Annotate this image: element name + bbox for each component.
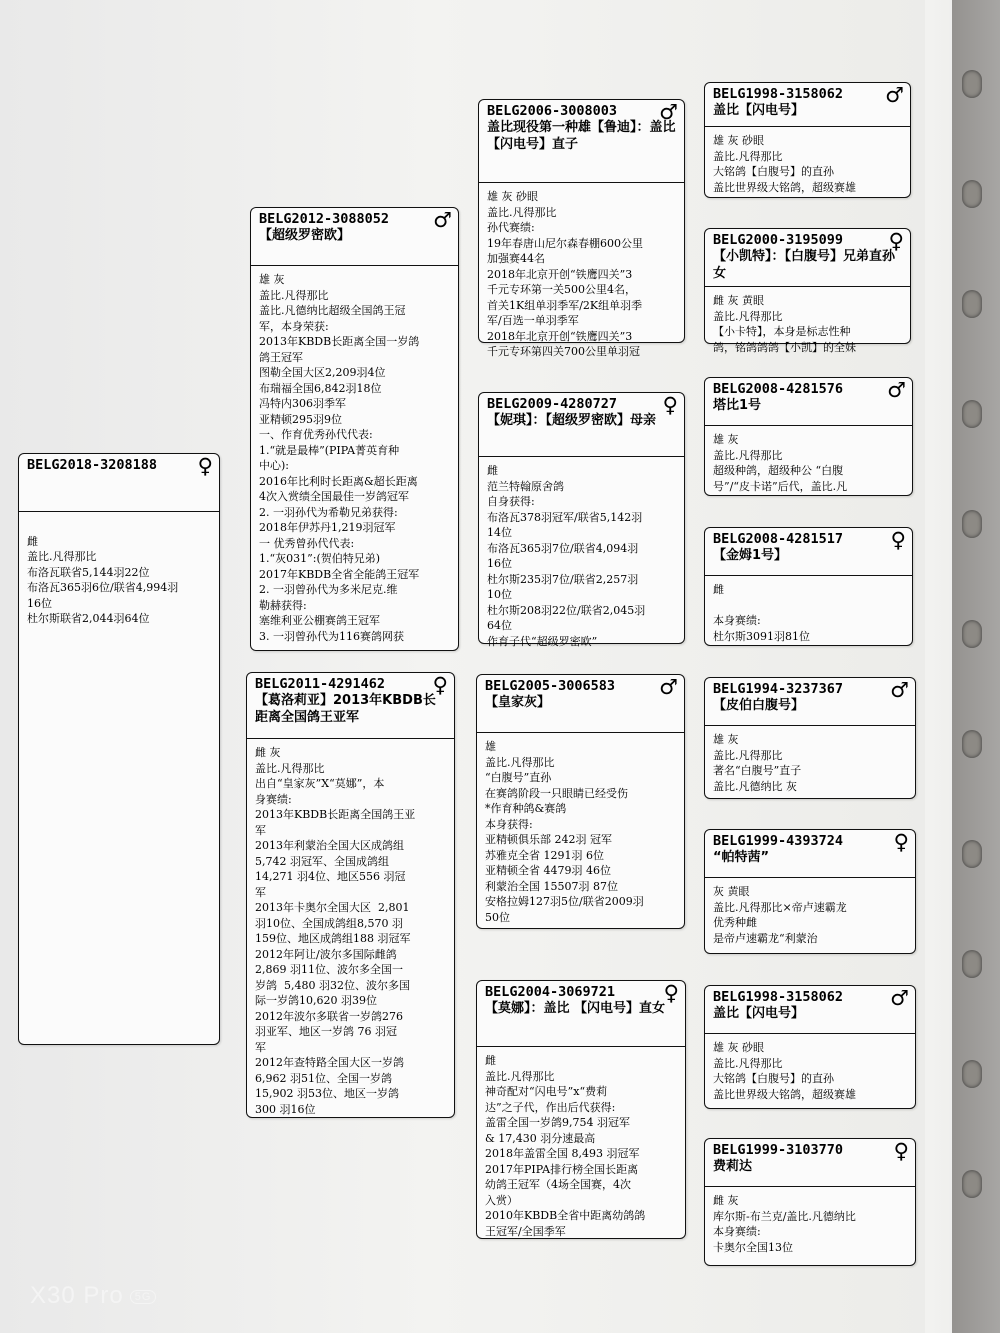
ring-number: BELG2008-4281576 <box>713 381 844 397</box>
card-details: 雌 灰 盖比.凡得那比 出自“皇家灰”X“莫娜”，本 身赛绩: 2013年KBDB长距离全国鸽王亚 军 2013年利蒙治全国大区成鸽组 5,742 羽冠军、全国成鸽组 14,271 羽4位、地区556 羽冠 军 2013年卡奥尔全国大区 2,801 羽10位、全国成鸽组8,570 羽 159位、地区成鸽组188 羽冠军 2012年阿让/波尔多国际雌鸽 2,869 羽11位、波尔多全国一 岁鸽 5,480 羽32位、波尔多国 际一岁鸽10,620 羽39位 2012年波尔多联省一岁鸽276 羽亚军、地区一岁鸽 76 羽冠 军 2012年查特路全国大区一岁鸽 6,962 羽51位、全国一岁鸽 15,902 羽53位、地区一岁鸽 300 羽16位 <box>255 746 416 1116</box>
punch-hole <box>962 180 982 208</box>
card-details: 灰 黄眼 盖比.凡得那比×帝卢速霸龙 优秀种雌 是帝卢速霸龙“利蒙治 <box>713 885 847 945</box>
pigeon-card-dam-dam-sire <box>704 985 916 1109</box>
network-badge: 5G <box>130 1290 157 1304</box>
punch-hole <box>962 70 982 98</box>
pigeon-name: 【莫娜】：盖比 【闪电号】直女 <box>485 1001 666 1016</box>
card-details: 雌 盖比.凡得那比 布洛瓦联省5,144羽22位 布洛瓦365羽6位/联省4,994羽 16位 杜尔斯联省2,044羽64位 <box>27 534 179 625</box>
pigeon-name: 【金姆1号】 <box>713 548 788 563</box>
pigeon-name: 【超级罗密欧】 <box>259 228 351 243</box>
sex-symbol-icon: ♀ <box>893 1139 909 1163</box>
pigeon-card-dam-sire-dam <box>704 829 916 954</box>
pigeon-name: 【葛洛莉亚】2013年KBDB长距离全国鸽王亚军 <box>255 693 436 725</box>
card-header <box>705 1139 915 1187</box>
camera-watermark <box>30 1282 156 1310</box>
sex-symbol-icon: ♀ <box>662 393 678 417</box>
card-header <box>479 100 684 183</box>
ring-number: BELG2000-3195099 <box>713 232 844 248</box>
pigeon-card-sire-sire-dam <box>704 228 911 354</box>
ring-number: BELG2006-3008003 <box>487 103 618 119</box>
card-details: 雄 灰 盖比.凡得那比 超级种鸽，超级种公 “白腹 号”/“皮卡诺”后代，盖比.凡 <box>713 433 848 493</box>
card-details: 雌 本身赛绩: 杜尔斯3091羽81位 <box>713 583 810 643</box>
punch-hole <box>962 290 982 318</box>
card-details: 雌 灰 库尔斯-布兰克/盖比.凡德纳比 本身赛绩: 卡奥尔全国13位 <box>713 1194 856 1254</box>
card-details: 雄 灰 盖比.凡得那比 盖比.凡德纳比超级全国鸽王冠 军，本身荣获: 2013年KBDB长距离全国一岁鸽 鸽王冠军 图勒全国大区2,209羽4位 布瑞福全国6,842羽18位 冯特内306羽季军 亚精顿295羽9位 一、作育优秀孙代代表: 1.“就是最棒”(PIPA菁英育种 中心): 2016年比利时长距离&超长距离 4次入赏绩全国最佳一岁鸽冠军 2. 一羽孙代为希勒兄弟获得: 2018年伊苏丹1,219羽冠军 一 优秀曾孙代代表: 1.“灰031”:(贺伯特兄弟) 2017年KBDB全省全能鸽王冠军 2. 一羽曾孙代为多米尼克.维 勒赫获得: 塞维利亚公棚赛鸽王冠军 3. 一羽曾孙代为116赛鸽网获 <box>259 273 420 643</box>
pigeon-name: 【皮伯白腹号】 <box>713 698 805 713</box>
card-header <box>705 378 912 426</box>
pigeon-name: 费莉达 <box>713 1159 753 1174</box>
punch-hole <box>962 620 982 648</box>
ring-number: BELG2009-4280727 <box>487 396 618 412</box>
punch-hole <box>962 950 982 978</box>
pigeon-name: 盖比【闪电号】 <box>713 1006 805 1021</box>
ring-number: BELG2005-3006583 <box>485 678 616 694</box>
card-header <box>705 229 910 287</box>
card-header <box>19 454 219 512</box>
ring-number: BELG1999-3103770 <box>713 1142 844 1158</box>
pigeon-name: 【小凯特】：【白腹号】兄弟直孙女 <box>713 249 896 281</box>
pigeon-name: 盖比现役第一种雄【鲁迪】：盖比【闪电号】直子 <box>487 120 676 152</box>
card-header <box>251 208 458 266</box>
pigeon-name: “帕特茜” <box>713 850 770 865</box>
ring-number: BELG1998-3158062 <box>713 989 844 1005</box>
sex-symbol-icon: ♀ <box>888 229 904 253</box>
pigeon-card-dam-sire <box>476 674 685 929</box>
sex-symbol-icon: ♀ <box>893 830 909 854</box>
ring-number: BELG2011-4291462 <box>255 676 386 692</box>
sex-symbol-icon: ♂ <box>885 83 904 107</box>
card-header <box>705 678 915 726</box>
sex-symbol-icon: ♂ <box>890 678 909 702</box>
ring-number: BELG1998-3158062 <box>713 86 844 102</box>
pigeon-name: 塔比1号 <box>713 398 762 413</box>
ring-number: BELG2008-4281517 <box>713 531 844 547</box>
pigeon-card-sire-dam <box>478 392 685 648</box>
pigeon-name: 盖比【闪电号】 <box>713 103 805 118</box>
card-header <box>705 83 910 127</box>
pigeon-card-dam-dam-dam <box>704 1138 916 1266</box>
pigeon-card-sire-sire-sire <box>704 82 911 198</box>
sex-symbol-icon: ♀ <box>890 528 906 552</box>
card-header <box>705 986 915 1034</box>
punch-hole <box>962 1060 982 1088</box>
ring-number: BELG2018-3208188 <box>27 457 158 473</box>
pigeon-name: 【皇家灰】 <box>485 695 551 710</box>
card-header <box>247 673 454 739</box>
camera-model: X30 Pro <box>30 1282 124 1309</box>
pigeon-card-sire <box>250 207 459 651</box>
pigeon-card-dam <box>246 672 455 1118</box>
punch-hole <box>962 400 982 428</box>
card-header <box>705 528 912 576</box>
punch-hole <box>962 840 982 868</box>
sex-symbol-icon: ♂ <box>887 378 906 402</box>
card-header <box>705 830 915 878</box>
pigeon-card-sire-dam-sire <box>704 377 913 496</box>
sex-symbol-icon: ♂ <box>659 675 678 699</box>
card-details: 雄 灰 盖比.凡得那比 著名“白腹号”直子 盖比.凡德纳比 灰 <box>713 733 802 793</box>
punch-hole <box>962 510 982 538</box>
card-details: 雄 灰 砂眼 盖比.凡得那比 孙代赛绩: 19年春唐山尼尔森春棚600公里 加强赛44名 2018年北京开创“铁鹰四关”3 千元专环第一关500公里4名， 首关1K组单羽季军/2K组单羽季 军/百选一单羽季军 2018年北京开创“铁鹰四关”3 千元专环第四关700公里单羽冠 <box>487 190 643 358</box>
pigeon-card-sire-sire <box>478 99 685 358</box>
sex-symbol-icon: ♂ <box>433 208 452 232</box>
ring-number: BELG1999-4393724 <box>713 833 844 849</box>
card-details: 雌 灰 黄眼 盖比.凡得那比 【小卡特】，本身是标志性种 鸽，铭鸽鸽鸽【小凯】的全妹 <box>713 294 856 354</box>
punch-hole <box>962 1170 982 1198</box>
card-details: 雄 灰 砂眼 盖比.凡得那比 大铭鸽【白腹号】的直孙 盖比世界级大铭鸽，超级赛雄 <box>713 1041 856 1101</box>
card-header <box>479 393 684 457</box>
card-details: 雄 盖比.凡得那比 “白腹号”直孙 在赛鸽阶段一只眼睛已经受伤 *作育种鸽&赛鸽 本身获得: 亚精顿俱乐部 242羽 冠军 苏雅克全省 1291羽 6位 亚精顿全省 4479羽 46位 利蒙治全国 15507羽 87位 安格拉姆127羽5位/联省2009羽 50位 <box>485 740 644 924</box>
ring-number: BELG2004-3069721 <box>485 984 616 1000</box>
pigeon-card-sire-dam-dam <box>704 527 913 646</box>
pigeon-name: 【妮琪】：【超级罗密欧】母亲 <box>487 413 657 428</box>
card-details: 雌 盖比.凡得那比 神奇配对“闪电号”x“费莉 达”之子代，作出后代获得: 盖雷全国一岁鸽9,754 羽冠军 & 17,430 羽分速最高 2018年盖雷全国 8,493 羽冠军 2017年PIPA排行榜全国长距离 幼鸽王冠军（4场全国赛，4次 入赏） 2010年KBDB全省中距离幼鸽鸽 王冠军/全国季军 <box>485 1054 646 1238</box>
sex-symbol-icon: ♀ <box>432 673 448 697</box>
sex-symbol-icon: ♂ <box>659 100 678 124</box>
card-details: 雌 范兰特翰原舍鸽 自身获得: 布洛瓦378羽冠军/联省5,142羽 14位 布洛瓦365羽7位/联省4,094羽 16位 杜尔斯235羽7位/联省2,257羽 10位 杜尔斯208羽22位/联省2,045羽 64位 作育子代“超级罗密欧” <box>487 464 646 648</box>
punch-hole <box>962 730 982 758</box>
pigeon-card-self <box>18 453 220 1045</box>
pigeon-card-dam-dam <box>476 980 686 1239</box>
ring-number: BELG2012-3088052 <box>259 211 390 227</box>
sex-symbol-icon: ♂ <box>890 986 909 1010</box>
sex-symbol-icon: ♀ <box>663 981 679 1005</box>
card-header <box>477 981 685 1047</box>
ring-number: BELG1994-3237367 <box>713 681 844 697</box>
card-header <box>477 675 684 733</box>
sex-symbol-icon: ♀ <box>197 454 213 478</box>
card-details: 雄 灰 砂眼 盖比.凡得那比 大铭鸽【白腹号】的直孙 盖比世界级大铭鸽，超级赛雄 <box>713 134 856 194</box>
pigeon-card-dam-sire-sire <box>704 677 916 799</box>
